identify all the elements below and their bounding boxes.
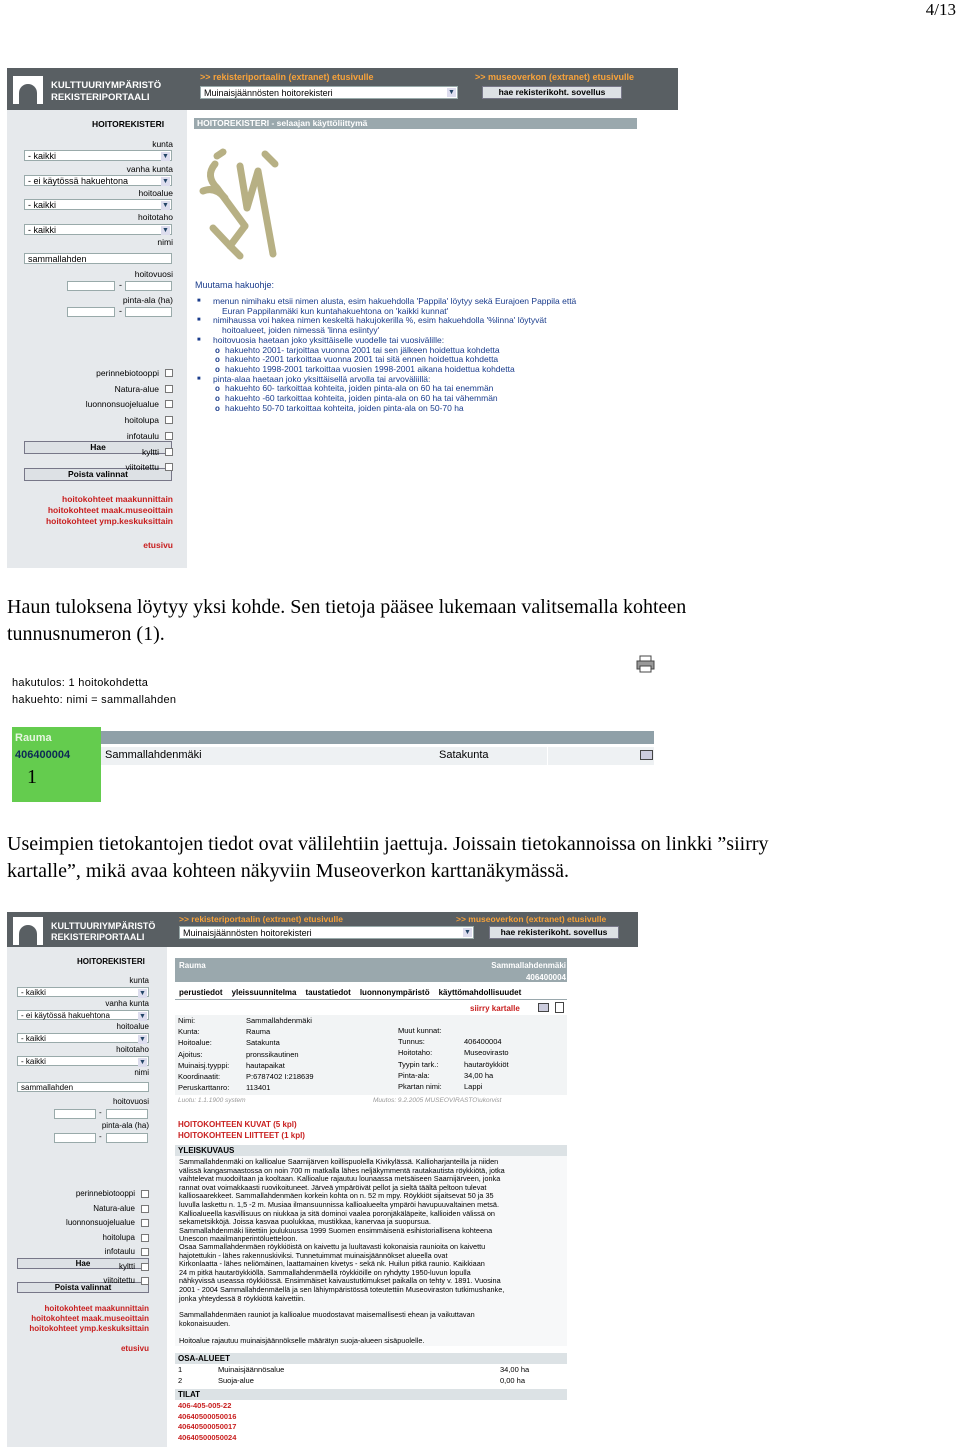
overview-line: 24 m pitkä hautaröykkiöllä. Sammallahdenmäellä röykkiöille on ryhdytty 1950-luvun lopulla: [179, 1267, 471, 1277]
hoitovuosi-from-input[interactable]: [54, 1109, 96, 1119]
hoitoalue-select[interactable]: [17, 1033, 149, 1043]
field-label: Tunnus:: [398, 1037, 425, 1047]
vanha-kunta-label: vanha kunta: [105, 999, 149, 1008]
chevron-down-icon: ▼: [162, 227, 169, 234]
kunta-select[interactable]: [17, 987, 149, 997]
detail-id: 406400004: [525, 973, 566, 982]
vanha-kunta-value: - ei käytössä hakuehtona: [21, 1011, 110, 1020]
map-link[interactable]: siirry kartalle: [470, 1004, 520, 1013]
overview-line: kokonaisuuden.: [179, 1318, 231, 1328]
field-value: 406400004: [464, 1037, 502, 1047]
hoitoalue-value: - kaikki: [21, 1034, 46, 1043]
field-value: Satakunta: [246, 1038, 280, 1048]
vanha-kunta-label: vanha kunta: [126, 164, 173, 174]
checkbox-label-2: luonnonsuojelualue: [85, 399, 159, 410]
runic-logo-icon: [195, 146, 285, 261]
registry-select[interactable]: [179, 926, 474, 939]
checkbox-naturaalue[interactable]: [165, 385, 173, 393]
tip-item: ■ hoitovuosia haetaan joko yksittäiselle vuodelle tai vuosivälille:: [195, 336, 576, 346]
hoitotaho-label: hoitotaho: [116, 1045, 149, 1054]
tab-3[interactable]: luonnonympäristö: [359, 988, 430, 997]
link-by-ymparistokeskus[interactable]: hoitokohteet ymp.keskuksittain: [29, 1324, 149, 1333]
logo-line-2: REKISTERIPORTAALI: [51, 92, 150, 103]
checkbox-label-4: infotaulu: [104, 1247, 135, 1256]
overview-line: Kallioalueella kasvillisuus on niukkaa ja sitä dominoi vaalea poronjäkäläpeite, kallioiden välissä on: [179, 1208, 495, 1218]
link-by-maakunta[interactable]: hoitokohteet maakunnittain: [44, 1304, 149, 1313]
detail-municipality: Rauma: [179, 961, 206, 970]
kunta-label: kunta: [152, 139, 173, 149]
result-municipality: Rauma: [15, 732, 52, 744]
overview-line: kalliosaarekkeet. Sammallahdenmäen korkein kohta on n. 52 m mpy. Röykkiöt sijaitsevat 50 ja 35: [179, 1191, 494, 1201]
hoitovuosi-to-input[interactable]: [106, 1109, 148, 1119]
checkbox-infotaulu[interactable]: [165, 432, 173, 440]
sidebar: [7, 947, 167, 1447]
chevron-down-icon: ▼: [464, 929, 471, 936]
registry-select-value: Muinaisjäännösten hoitorekisteri: [183, 928, 312, 938]
tip-item: o hakuehto 50-70 tarkoittaa kohteita, joiden pinta-ala on 50-70 ha: [195, 404, 576, 414]
vanha-kunta-select[interactable]: [17, 1010, 149, 1020]
kunta-label: kunta: [129, 976, 149, 985]
hae-button[interactable]: Hae: [17, 1258, 149, 1269]
checkbox-label-1: Natura-alue: [114, 383, 159, 394]
vanha-kunta-value: - ei käytössä hakuehtona: [28, 176, 129, 186]
field-label: Pinta-ala:: [398, 1070, 430, 1080]
search-result: [7, 655, 667, 805]
result-count: hakutulos: 1 hoitokohdetta: [12, 677, 149, 689]
paragraph-2-line-2: kartalle”, mikä avaa kohteen näkyviin Museoverkon karttanäkymässä.: [7, 860, 570, 882]
kunta-value: - kaikki: [28, 151, 57, 161]
registry-select-value: Muinaisjäännösten hoitorekisteri: [204, 88, 333, 98]
nimi-label: nimi: [134, 1068, 149, 1077]
portal-logo[interactable]: [11, 74, 186, 106]
osa-cell: 1: [178, 1365, 183, 1374]
link-museoverkko-home[interactable]: >> museoverkon (extranet) etusivulle: [456, 914, 607, 924]
field-label: Kunta:: [178, 1027, 200, 1037]
hoitoalue-label: hoitoalue: [116, 1022, 149, 1031]
field-value: Lappi: [464, 1082, 483, 1091]
overview-line: Osaa Sammallahdenmäen röykkiöistä on kaivettu ja luultavasti kokonaisia raunioita on kaivettu: [179, 1242, 486, 1251]
field-label: Hoitoalue:: [178, 1038, 212, 1048]
overview-line: Sammallahdenmäki liitettiin joulukuussa 1999 Suomen ensimmäisenä esihistoriallisena kohteena: [179, 1225, 493, 1235]
chevron-down-icon: ▼: [448, 89, 455, 96]
created-info: Luotu: 1.1.1900 system: [178, 1097, 246, 1104]
chevron-down-icon: ▼: [162, 178, 169, 185]
link-home[interactable]: etusivu: [120, 1344, 149, 1353]
chevron-down-icon: ▼: [162, 153, 169, 160]
dash: -: [119, 306, 122, 316]
tip-item: o hakuehto 60- tarkoittaa kohteita, joiden pinta-ala on 60 ha tai enemmän: [195, 384, 576, 394]
pinta-ala-label: pinta-ala (ha): [101, 1121, 149, 1130]
pinta-ala-from-input[interactable]: [67, 307, 115, 317]
checkbox-naturaalue[interactable]: [141, 1205, 149, 1213]
overview-paragraph-3: [179, 1311, 475, 1328]
dash: -: [99, 1108, 102, 1117]
hoitotaho-label: hoitotaho: [138, 212, 173, 222]
registry-select[interactable]: [200, 86, 458, 99]
tila-item[interactable]: 40640500050017: [178, 1422, 237, 1431]
print-icon[interactable]: [636, 655, 656, 673]
tips-list: [195, 297, 576, 413]
checkbox-label-2: luonnonsuojelualue: [66, 1218, 135, 1227]
field-value: 113401: [246, 1083, 271, 1093]
overview-line: rannat ovat voimakkaasti ruovikoituneet. Järveä ympäröivät pellot ja sieltä täältä peltoon tulevat: [179, 1182, 487, 1192]
hoitoalue-label: hoitoalue: [138, 188, 173, 198]
tab-underline: [175, 999, 567, 1000]
tip-item: o hakuehto 1998-2001 tarkoittaa vuosien 1998-2001 aikana hoidettua kohdetta: [195, 365, 576, 375]
checkbox-luonnonsuojelualue[interactable]: [141, 1219, 149, 1227]
pinta-ala-from-input[interactable]: [54, 1133, 96, 1143]
osa-cell: 34,00 ha: [500, 1365, 530, 1374]
document-icon[interactable]: [555, 1002, 564, 1013]
logo-line-1: KULTTUURIYMPÄRISTÖ: [51, 80, 162, 91]
result-name: Sammallahdenmäki: [105, 749, 202, 761]
tila-item[interactable]: 406-405-005-22: [178, 1401, 232, 1410]
checkbox-perinnebiotooppi[interactable]: [165, 369, 173, 377]
tab-bar: [179, 988, 530, 997]
tips-title: Muutama hakuohje:: [195, 280, 275, 290]
sidebar-title: HOITOREKISTERI: [77, 957, 145, 966]
overview-line: nähkyvissä useassa röykkiössä. Ensimmäiset kaivaustutkimukset paikalla on tehty v. 1891. Vuosina: [179, 1276, 501, 1286]
overview-paragraph-4: Hoitoalue rajautuu muinaisjäännökselle määrätyn suoja-alueen sisäpuolelle.: [179, 1336, 425, 1345]
checkbox-kyltti[interactable]: [165, 448, 173, 456]
field-label: Muinaisj.tyyppi:: [178, 1060, 230, 1070]
overview-paragraph-1: [179, 1158, 505, 1244]
tip-item: ■ nimihaussa voi hakea nimen keskeltä hakujokerilla %, esim hakuehdolla '%linna' löytyvät: [195, 316, 576, 326]
hoitovuosi-label: hoitovuosi: [112, 1097, 149, 1106]
overview-line: Sammallahdenmäen rauniot ja kallioalue muodostavat maisemallisesti ehean ja vaikuttavan: [179, 1310, 475, 1319]
nimi-input[interactable]: [17, 1082, 149, 1092]
overview-line: vaihtelevat muodoiltaan ja kooltaan. Kallioalue rajautuu lounaassa metsäiseen Saarnijärveen, jonka: [179, 1174, 501, 1184]
portal-screenshot-search: [7, 68, 678, 568]
vanha-kunta-select[interactable]: [24, 175, 172, 186]
tip-item: hoitoalueet, joiden nimessä 'linna esiintyy': [222, 325, 380, 336]
checkbox-hoitolupa[interactable]: [141, 1234, 149, 1242]
overview-line: luvulla laskettu n. 1,5 -2 m. Musiaa ilmansuunnissa kallioalueelta ympäröi havupuuvaltainen metsä.: [179, 1199, 500, 1209]
hoitoalue-select[interactable]: [24, 199, 172, 210]
osa-alueet-title: OSA-ALUEET: [175, 1353, 567, 1364]
field-value: Rauma: [246, 1027, 271, 1037]
checkbox-infotaulu[interactable]: [141, 1248, 149, 1256]
logo-line-2: REKISTERIPORTAALI: [51, 932, 145, 942]
dash: -: [119, 280, 122, 290]
tab-4[interactable]: käyttömahdollisuudet: [438, 988, 522, 997]
field-value: pronssikautinen: [246, 1049, 299, 1059]
overview-line: Unescon maailmanperintöluetteloon.: [179, 1234, 298, 1244]
chevron-down-icon: ▼: [139, 990, 146, 997]
tip-item: ■ menun nimihaku etsii nimen alusta, esim hakuehdolla 'Pappila' löytyy sekä Eurajoen Pappila että: [195, 297, 576, 307]
field-label: Nimi:: [178, 1016, 196, 1025]
attachments-link[interactable]: HOITOKOHTEEN LIITTEET (1 kpl): [178, 1131, 305, 1140]
pinta-ala-label: pinta-ala (ha): [122, 295, 173, 305]
page-number: 4/13: [925, 0, 956, 19]
osa-cell: 2: [178, 1376, 183, 1385]
checkbox-label-3: hoitolupa: [102, 1232, 135, 1242]
field-value: 34,00 ha: [464, 1070, 494, 1080]
hoitotaho-select[interactable]: [17, 1056, 149, 1066]
nimi-value: sammallahden: [21, 1083, 74, 1092]
hoitovuosi-to-input[interactable]: [125, 281, 172, 291]
pinta-ala-to-input[interactable]: [106, 1133, 148, 1143]
chevron-down-icon: ▼: [139, 1013, 146, 1020]
dash: -: [99, 1132, 102, 1141]
link-by-maakunta[interactable]: hoitokohteet maakunnittain: [62, 494, 173, 504]
nimi-label: nimi: [157, 237, 173, 247]
overview-section-title: YLEISKUVAUS: [175, 1145, 567, 1156]
hoitovuosi-from-input[interactable]: [67, 281, 115, 291]
overview-line: jonka yhteydessä 8 röykkiötä kaivettiin.: [179, 1293, 306, 1303]
checkbox-label-4: infotaulu: [126, 430, 159, 441]
link-extranet-home[interactable]: >> rekisteriportaalin (extranet) etusivulle: [200, 72, 374, 82]
nimi-input[interactable]: [24, 253, 172, 264]
overview-line: hajotettukin - lähes rakennuskiviksi. Tunnetuimmat muinaisjäännökset alueella ovat: [179, 1250, 448, 1260]
nimi-value: sammallahden: [28, 254, 87, 264]
link-extranet-home[interactable]: >> rekisteriportaalin (extranet) etusivulle: [179, 914, 343, 924]
checkbox-luonnonsuojelualue[interactable]: [165, 400, 173, 408]
overview-line: 2001 - 2004 Sammallahdenmäellä ja sen lähiympäristössä toteutettiin Museoviraston tutkimushanke,: [179, 1284, 505, 1294]
column-divider: [547, 747, 548, 765]
portal-header: [7, 68, 678, 110]
chevron-down-icon: ▼: [139, 1059, 146, 1066]
portal-header: [7, 912, 638, 947]
link-by-ymparistokeskus[interactable]: hoitokohteet ymp.keskuksittain: [45, 516, 173, 526]
checkbox-label-3: hoitolupa: [124, 415, 159, 426]
link-by-maakuntamuseo[interactable]: hoitokohteet maak.museoittain: [47, 505, 173, 515]
checkbox-label-1: Natura-alue: [93, 1203, 135, 1213]
main-title-bar: HOITOREKISTERI - selaajan käyttöliittymä: [194, 118, 637, 129]
detail-name: Sammallahdenmäki: [491, 961, 566, 970]
field-label: Koordinaatit:: [178, 1072, 221, 1081]
tip-item: o hakuehto 2001- tarjoittaa vuonna 2001 tai sen jälkeen hoidettua kohdetta: [195, 346, 576, 356]
checkbox-perinnebiotooppi[interactable]: [141, 1190, 149, 1198]
overview-line: välissä kangasmaastossa on noin 700 m matkalla lähes neljäkymmentä rautakautista röykkiötä, jotka: [179, 1165, 505, 1175]
hoitotaho-value: - kaikki: [28, 225, 57, 235]
checkbox-hoitolupa[interactable]: [165, 416, 173, 424]
kunta-select[interactable]: [24, 150, 172, 161]
logo-mark-icon: [13, 76, 43, 104]
result-header-bar: [101, 731, 654, 744]
sidebar-title: HOITOREKISTERI: [92, 119, 165, 129]
field-label: Ajoitus:: [178, 1049, 203, 1059]
tab-2[interactable]: taustatiedot: [305, 988, 351, 997]
overview-line: Sammallahdenmäki on kallioalue Saarnijärven koillispuolella Kivikylässä. Kallioharjanteilla ja niiden: [179, 1157, 499, 1166]
logo-line-1: KULTTUURIYMPÄRISTÖ: [51, 921, 156, 931]
field-value: hautaröykkiöt: [464, 1059, 509, 1069]
field-label: Tyypin tark.:: [398, 1059, 439, 1069]
camera-icon[interactable]: [640, 750, 653, 760]
images-link[interactable]: HOITOKOHTEEN KUVAT (5 kpl): [178, 1120, 297, 1129]
overview-line: Kirkonlaatta - lähes neliömäinen, laattamainen kivetys - sekä nk. Huilun pitkä raunio. Kaikkiaan: [179, 1259, 485, 1269]
link-by-maakuntamuseo[interactable]: hoitokohteet maak.museoittain: [31, 1314, 149, 1323]
tab-0[interactable]: perustiedot: [179, 988, 223, 997]
hae-button[interactable]: Hae: [24, 441, 172, 454]
osa-cell: Muinaisjäännösalue: [218, 1365, 285, 1374]
field-label: Pkartan nimi:: [398, 1082, 442, 1091]
overview-line: sekametsikköjä. Joissa kasvaa puolukkaa, mustikkaa, kanervaa ja suopursua.: [179, 1217, 431, 1227]
field-value: P:6787402 I:218639: [246, 1072, 314, 1081]
checkbox-label-0: perinnebiotooppi: [75, 1189, 135, 1198]
hoitotaho-select[interactable]: [24, 224, 172, 235]
checkbox-label-6: viitoitettu: [125, 462, 159, 473]
callout-number: 1: [27, 766, 37, 788]
search-app-button[interactable]: hae rekisterikoht. sovellus: [482, 86, 622, 99]
clear-button[interactable]: Poista valinnat: [17, 1282, 149, 1293]
result-id-link[interactable]: 406400004: [15, 749, 71, 761]
chevron-down-icon: ▼: [139, 1036, 146, 1043]
chevron-down-icon: ▼: [162, 202, 169, 209]
checkbox-kyltti[interactable]: [141, 1263, 149, 1271]
search-app-button[interactable]: hae rekisterikoht. sovellus: [489, 926, 619, 939]
sidebar: [7, 110, 187, 568]
checkbox-label-6: viitoitettu: [103, 1276, 135, 1285]
link-museoverkko-home[interactable]: >> museoverkon (extranet) etusivulle: [475, 72, 635, 82]
tip-item: o hakuehto -2001 tarkoittaa vuonna 2001 tai sitä ennen hoidettua kohdetta: [195, 355, 576, 365]
checkbox-viitoitettu[interactable]: [165, 463, 173, 471]
field-label: Hoitotaho:: [398, 1048, 433, 1058]
clear-button[interactable]: Poista valinnat: [24, 468, 172, 481]
result-region: Satakunta: [439, 749, 489, 761]
result-criteria: hakuehto: nimi = sammallahden: [12, 694, 177, 706]
field-label: Muut kunnat:: [398, 1026, 442, 1035]
field-label: Peruskarttanro:: [178, 1083, 230, 1093]
field-value: Sammallahdenmäki: [246, 1016, 312, 1025]
osa-cell: Suoja-alue: [218, 1376, 254, 1385]
pinta-ala-to-input[interactable]: [125, 307, 172, 317]
paragraph-1-line-1: Haun tuloksena löytyy yksi kohde. Sen tietoja pääsee lukemaan valitsemalla kohteen: [7, 596, 687, 618]
paragraph-2-line-1: Useimpien tietokantojen tiedot ovat välilehtiin jaettuja. Joissain tietokannoissa on linkki ”siirry: [7, 833, 769, 855]
hoitotaho-value: - kaikki: [21, 1057, 46, 1066]
tilat-title: TILAT: [175, 1389, 567, 1400]
hoitovuosi-label: hoitovuosi: [134, 269, 173, 279]
tip-item: o hakuehto -60 tarkoittaa kohteita, joiden pinta-ala on 60 ha tai vähemmän: [195, 394, 576, 404]
paragraph-1-line-2: tunnusnumeron (1).: [7, 623, 165, 645]
tila-item[interactable]: 40640500050024: [178, 1432, 237, 1442]
field-value: hautapaikat: [246, 1060, 285, 1070]
logo-mark-icon: [13, 917, 43, 945]
tab-1[interactable]: yleissuunnitelma: [231, 988, 297, 997]
modified-info: Muutos: 9.2.2005 MUSEOVIRASTO\ukorvist: [373, 1097, 502, 1104]
checkbox-viitoitettu[interactable]: [141, 1277, 149, 1285]
checkbox-label-0: perinnebiotooppi: [96, 368, 159, 378]
link-home[interactable]: etusivu: [143, 540, 173, 550]
field-value: Museovirasto: [464, 1048, 509, 1058]
osa-cell: 0,00 ha: [500, 1376, 526, 1385]
checkbox-label-5: kyltti: [119, 1261, 135, 1271]
print-icon[interactable]: [538, 1003, 549, 1012]
checkbox-label-5: kyltti: [142, 446, 159, 457]
kunta-value: - kaikki: [21, 988, 46, 997]
tip-item: Euran Pappilanmäki kun kuntahakuehtona on 'kaikki kunnat': [222, 305, 449, 316]
tila-item[interactable]: 40640500050016: [178, 1411, 237, 1421]
hoitoalue-value: - kaikki: [28, 200, 57, 210]
portal-logo[interactable]: [11, 915, 186, 947]
portal-screenshot-detail: [7, 912, 638, 1447]
tip-item: ■ pinta-alaa haetaan joko yksittäisellä arvolla tai arvoväliillä:: [195, 375, 576, 385]
overview-paragraph-2: [179, 1243, 504, 1303]
